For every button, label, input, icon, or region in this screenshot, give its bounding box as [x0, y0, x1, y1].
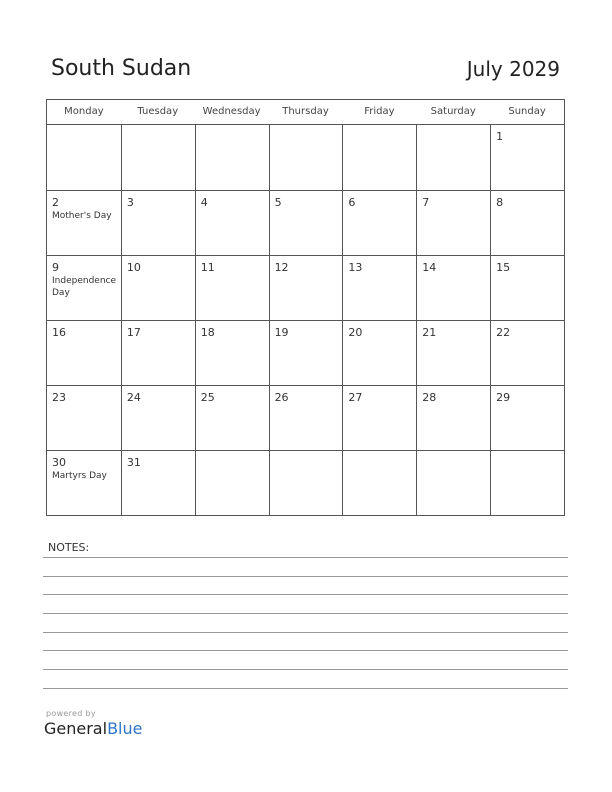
day-number: 26	[274, 391, 289, 404]
note-line	[43, 576, 568, 577]
day-number: 4	[200, 196, 208, 209]
day-cell	[342, 190, 416, 255]
day-cell	[490, 190, 564, 255]
day-number: 15	[496, 261, 511, 274]
day-cell	[269, 385, 343, 450]
holiday-label: Martyrs Day	[52, 471, 107, 481]
day-cell	[269, 450, 343, 515]
day-number: 7	[422, 196, 430, 209]
day-cell	[416, 255, 490, 320]
country-title: South Sudan	[51, 56, 192, 81]
day-number: 30	[52, 456, 66, 469]
day-cell	[342, 450, 416, 515]
note-line	[43, 594, 568, 595]
weekday-thursday: Thursday	[282, 106, 329, 117]
note-line	[43, 557, 568, 558]
day-number: 27	[348, 391, 363, 404]
day-cell	[416, 450, 490, 515]
brand-name-general: General	[44, 719, 108, 738]
brand-name-blue: Blue	[107, 719, 143, 738]
weekday-header-row	[47, 100, 564, 125]
day-number: 22	[496, 326, 511, 339]
note-line	[43, 688, 568, 689]
brand-name	[44, 719, 142, 739]
day-cell	[195, 450, 269, 515]
note-line	[43, 613, 568, 614]
day-number: 5	[274, 196, 282, 209]
day-cell	[342, 320, 416, 385]
day-cell	[121, 125, 195, 190]
day-cell	[47, 190, 121, 255]
calendar-grid	[46, 99, 565, 516]
note-line	[43, 650, 568, 651]
powered-by-text: powered by	[46, 709, 96, 718]
day-cell	[121, 190, 195, 255]
weekday-saturday: Saturday	[430, 106, 476, 117]
day-cell	[47, 125, 121, 190]
day-cell	[121, 450, 195, 515]
day-cell	[47, 255, 121, 320]
weekday-monday: Monday	[64, 106, 104, 117]
day-number: 25	[200, 391, 215, 404]
day-cell	[195, 125, 269, 190]
day-number: 28	[422, 391, 437, 404]
day-cell	[416, 385, 490, 450]
day-number: 13	[348, 261, 363, 274]
day-number: 17	[126, 326, 141, 339]
day-cell	[121, 385, 195, 450]
day-number: 18	[200, 326, 215, 339]
day-cell	[416, 190, 490, 255]
day-cell	[490, 320, 564, 385]
day-cell	[342, 255, 416, 320]
brand-logo	[44, 709, 142, 739]
day-cell	[195, 190, 269, 255]
weekday-wednesday: Wednesday	[202, 106, 261, 117]
day-number: 2	[52, 196, 59, 209]
day-number: 1	[496, 130, 504, 143]
day-number: 6	[348, 196, 356, 209]
day-number: 10	[126, 261, 141, 274]
day-number: 21	[422, 326, 437, 339]
day-cell	[195, 320, 269, 385]
day-number: 24	[126, 391, 141, 404]
day-cell	[490, 385, 564, 450]
day-number: 9	[52, 261, 59, 274]
day-cell	[47, 320, 121, 385]
notes-label: NOTES:	[48, 541, 90, 554]
day-number: 3	[126, 196, 134, 209]
day-number: 20	[348, 326, 363, 339]
day-cell	[121, 320, 195, 385]
day-cell	[490, 255, 564, 320]
day-cell	[47, 385, 121, 450]
day-number: 23	[52, 391, 66, 404]
holiday-label: Independence Day	[52, 276, 117, 298]
note-line	[43, 669, 568, 670]
day-cell	[416, 125, 490, 190]
day-cell	[490, 450, 564, 515]
day-cell	[269, 255, 343, 320]
weekday-tuesday: Tuesday	[137, 106, 179, 117]
day-number: 8	[496, 196, 504, 209]
day-cell	[342, 385, 416, 450]
day-number: 16	[52, 326, 66, 339]
day-cell	[490, 125, 564, 190]
weeks-grid	[47, 125, 564, 515]
day-number: 12	[274, 261, 289, 274]
day-cell	[195, 255, 269, 320]
month-title: July 2029	[466, 57, 560, 81]
day-cell	[47, 450, 121, 515]
day-cell	[195, 385, 269, 450]
day-number: 19	[274, 326, 289, 339]
day-number: 31	[126, 456, 141, 469]
weekday-sunday: Sunday	[508, 106, 546, 117]
weekday-friday: Friday	[364, 106, 395, 117]
day-number: 29	[496, 391, 511, 404]
day-cell	[269, 190, 343, 255]
day-cell	[121, 255, 195, 320]
day-cell	[269, 320, 343, 385]
day-cell	[269, 125, 343, 190]
day-cell	[416, 320, 490, 385]
day-number: 11	[200, 261, 215, 274]
day-cell	[342, 125, 416, 190]
page-header	[0, 0, 612, 98]
holiday-label: Mother's Day	[52, 211, 112, 221]
day-number: 14	[422, 261, 437, 274]
note-line	[43, 632, 568, 633]
